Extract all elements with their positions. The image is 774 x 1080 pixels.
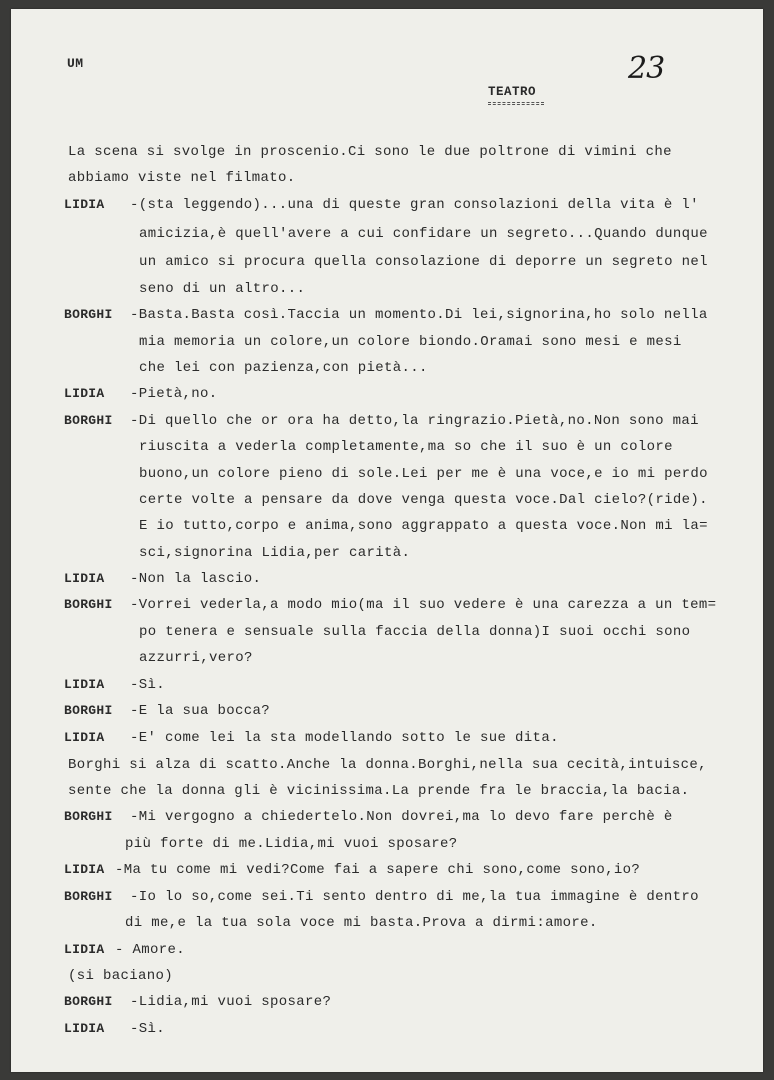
speaker-name: BORGHI [64,597,113,612]
dialogue-continuation: azzurri,vero? [139,650,253,666]
speaker-name: BORGHI [64,809,113,824]
dialogue-continuation: amicizia,è quell'avere a cui confidare un segreto...Quando dunque [139,226,708,242]
dialogue-text: -Di quello che or ora ha detto,la ringrazio.Pietà,no.Non sono mai [130,413,699,429]
speaker-name: BORGHI [64,889,113,904]
speaker-name: BORGHI [64,307,113,322]
stage-direction: abbiamo viste nel filmato. [68,170,296,186]
dialogue-continuation: seno di un altro... [139,281,306,297]
dialogue-text: - Amore. [115,942,186,958]
stage-direction: Borghi si alza di scatto.Anche la donna.Borghi,nella sua cecità,intuisce, [68,757,707,773]
dialogue-text: -Pietà,no. [130,386,218,402]
dialogue-continuation: E io tutto,corpo e anima,sono aggrappato a questa voce.Non mi la= [139,518,708,534]
stage-direction: La scena si svolge in proscenio.Ci sono le due poltrone di vimini che [68,144,672,160]
dialogue-text: -Io lo so,come sei.Ti sento dentro di me,la tua immagine è dentro [130,889,699,905]
stage-direction: sente che la donna gli è vicinissima.La prende fra le braccia,la bacia. [68,783,690,799]
dialogue-text: -Sì. [130,1021,166,1037]
dialogue-text: -Sì. [130,677,166,693]
dialogue-text: -Non la lascio. [130,571,262,587]
typewritten-page [11,9,763,1072]
speaker-name: BORGHI [64,413,113,428]
dialogue-text: -Ma tu come mi vedi?Come fai a sapere chi sono,come sono,io? [115,862,641,878]
dialogue-continuation: di me,e la tua sola voce mi basta.Prova a dirmi:amore. [125,915,598,931]
speaker-name: LIDIA [64,942,105,957]
dialogue-continuation: che lei con pazienza,con pietà... [139,360,428,376]
dialogue-continuation: sci,signorina Lidia,per carità. [139,545,411,561]
dialogue-continuation: buono,un colore pieno di sole.Lei per me è una voce,e io mi perdo [139,466,708,482]
dialogue-text: -Mi vergogno a chiedertelo.Non dovrei,ma lo devo fare perchè è [130,809,673,825]
dialogue-continuation: mia memoria un colore,un colore biondo.Oramai sono mesi e mesi [139,334,682,350]
speaker-name: LIDIA [64,197,105,212]
dialogue-continuation: certe volte a pensare da dove venga questa voce.Dal cielo?(ride). [139,492,708,508]
speaker-name: BORGHI [64,703,113,718]
title-underline [488,102,544,105]
dialogue-continuation: po tenera e sensuale sulla faccia della donna)I suoi occhi sono [139,624,691,640]
page-number: 23 [628,51,665,86]
speaker-name: LIDIA [64,386,105,401]
page-title: TEATRO [488,85,537,99]
dialogue-text: -Basta.Basta così.Taccia un momento.Di lei,signorina,ho solo nella [130,307,708,323]
stage-direction: (si baciano) [68,968,174,984]
speaker-name: LIDIA [64,571,105,586]
dialogue-continuation: un amico si procura quella consolazione di deporre un segreto nel [139,254,708,270]
dialogue-text: -E la sua bocca? [130,703,271,719]
dialogue-text: -(sta leggendo)...una di queste gran consolazioni della vita è l' [130,197,699,213]
speaker-name: LIDIA [64,1021,105,1036]
dialogue-text: -E' come lei la sta modellando sotto le sue dita. [130,730,559,746]
dialogue-continuation: più forte di me.Lidia,mi vuoi sposare? [125,836,458,852]
speaker-name: LIDIA [64,862,105,877]
corner-mark: UM [67,56,84,71]
speaker-name: LIDIA [64,730,105,745]
speaker-name: BORGHI [64,994,113,1009]
dialogue-text: -Vorrei vederla,a modo mio(ma il suo vedere è una carezza a un tem= [130,597,717,613]
dialogue-text: -Lidia,mi vuoi sposare? [130,994,332,1010]
dialogue-continuation: riuscita a vederla completamente,ma so che il suo è un colore [139,439,673,455]
speaker-name: LIDIA [64,677,105,692]
